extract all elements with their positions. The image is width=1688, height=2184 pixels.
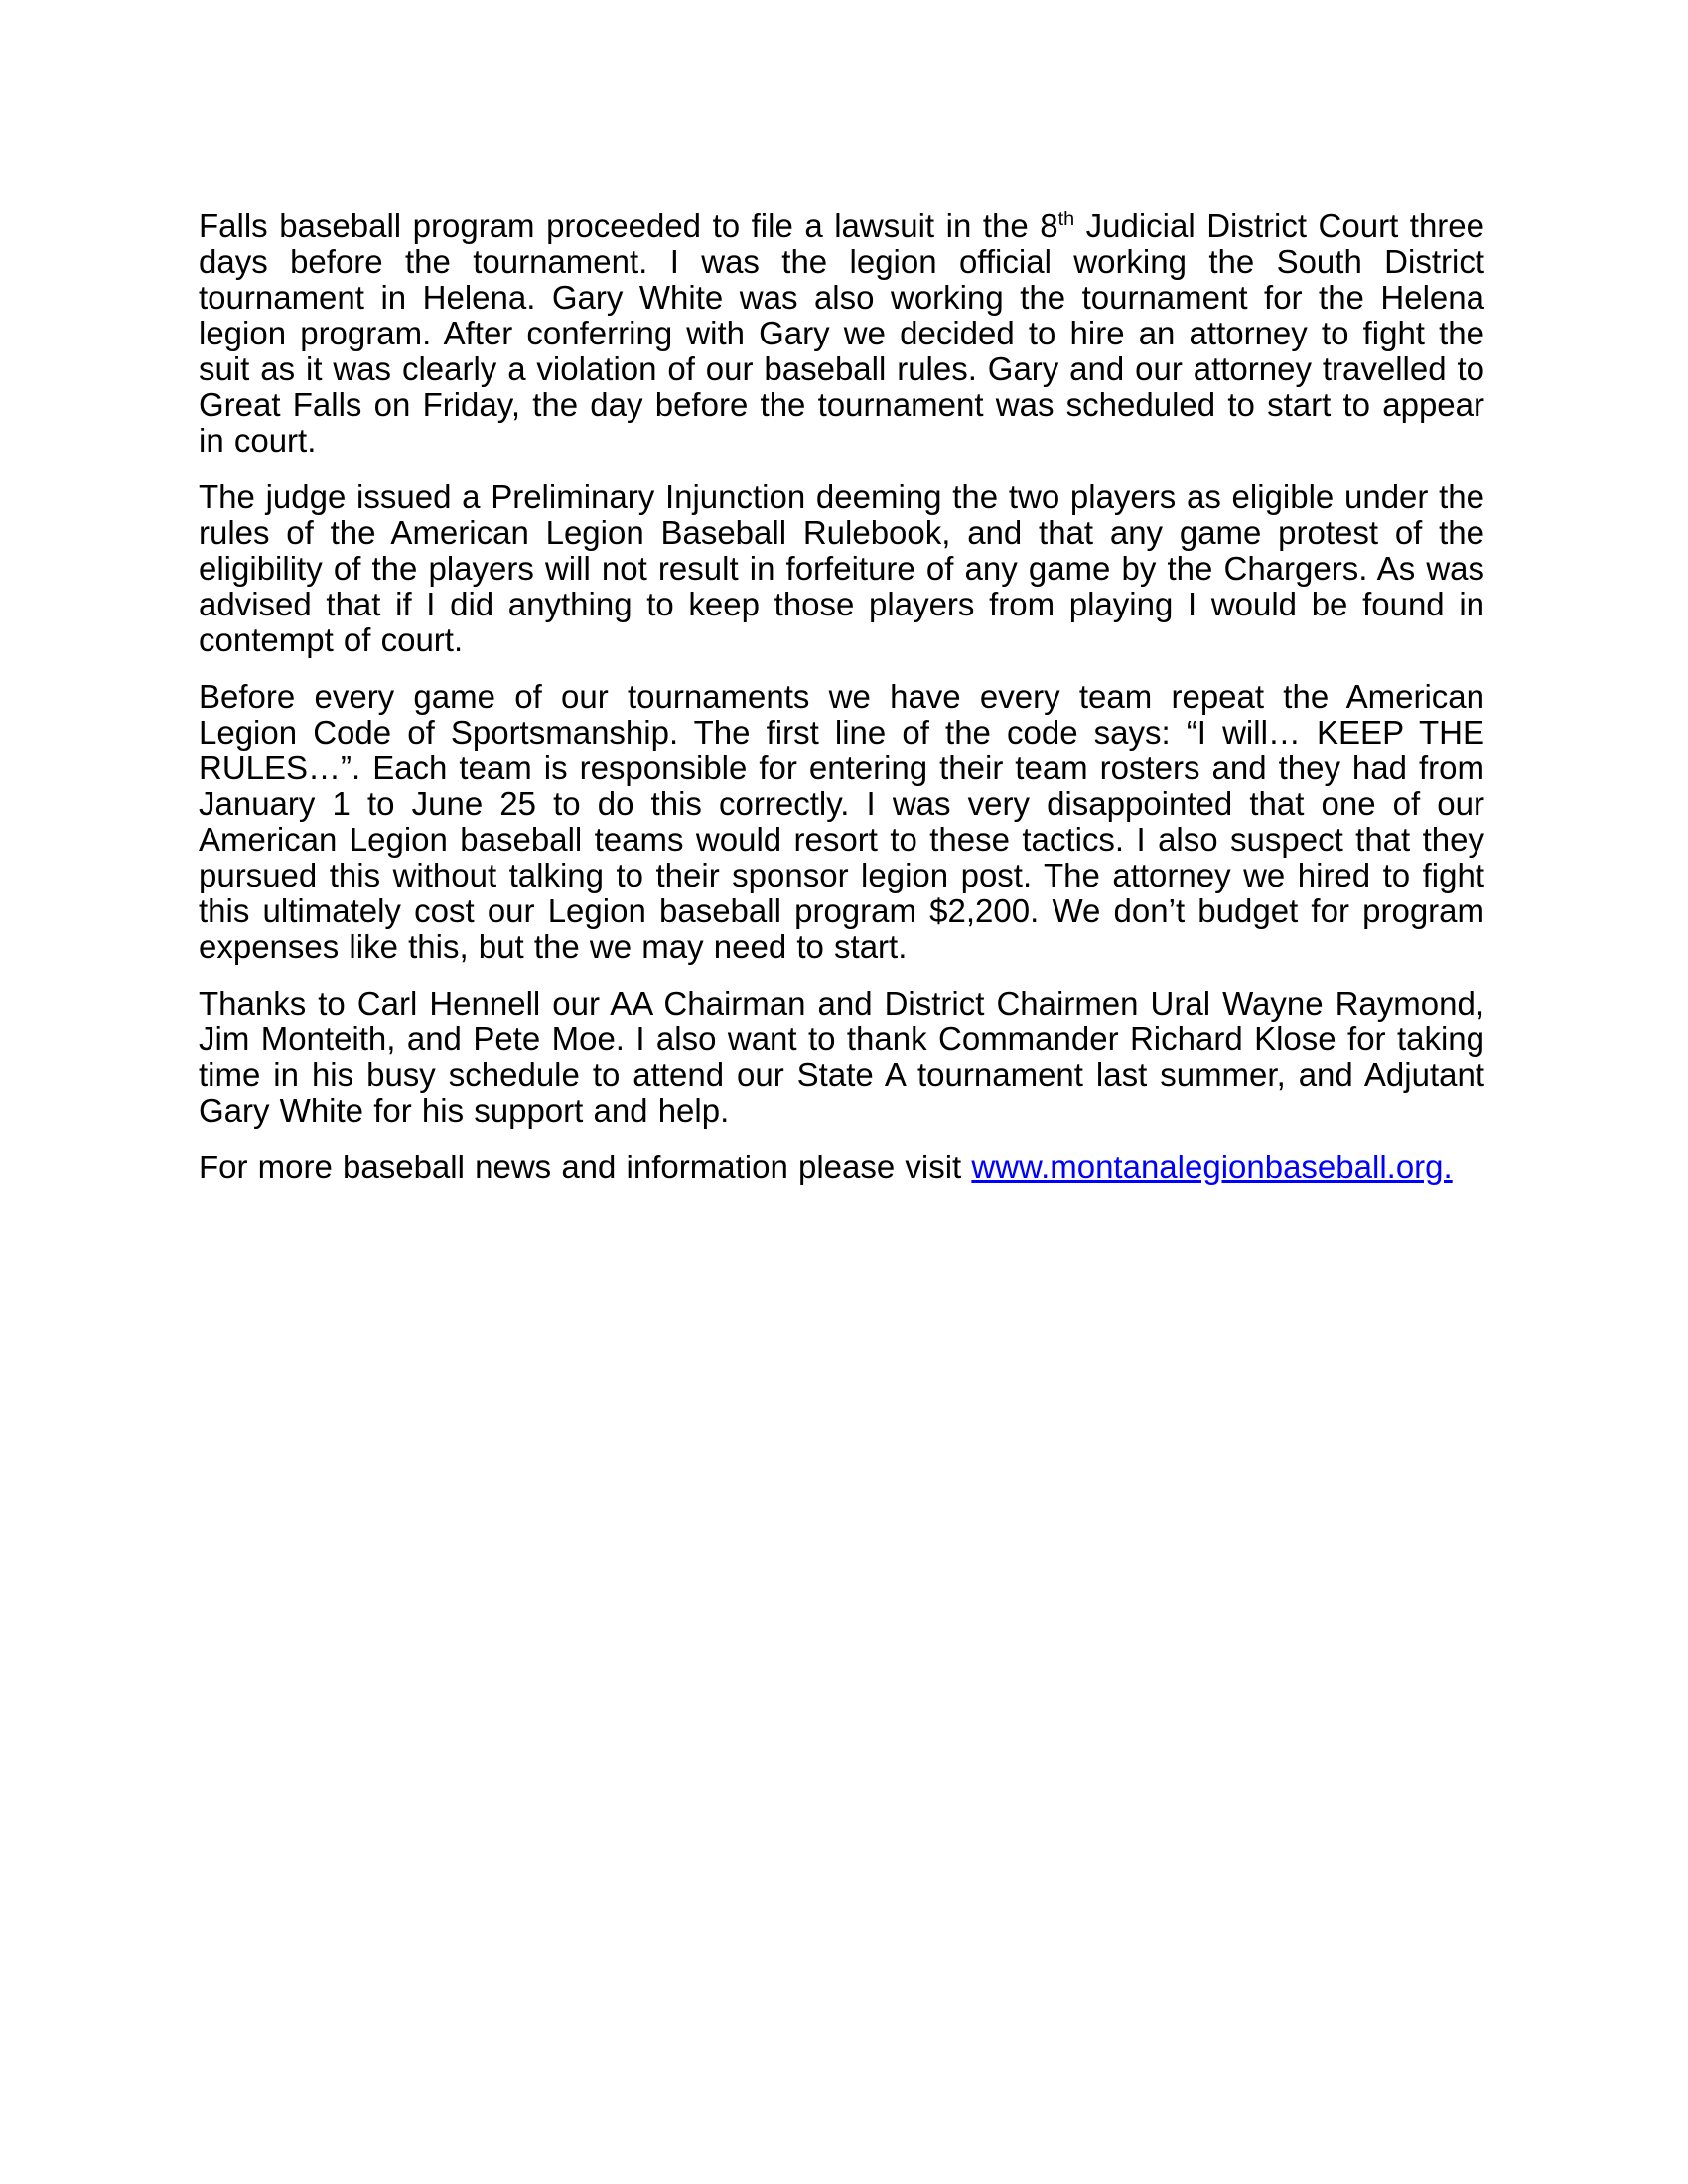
paragraph-lawsuit-text-end: Judicial District Court three days before the tournament. I was the legion official working the South District tournament in Helena. Gary White was also working the tournament for the Helena legion program. After conferring with Gary we decided to hire an attorney to fight the suit as it was clearly a violation of our baseball rules. Gary and our attorney travelled to Great Falls on Friday, the day before the tournament was scheduled to start to appear in court.	[199, 207, 1485, 459]
paragraph-sportsmanship: Before every game of our tournaments we have every team repeat the American Legion Code of Sportsmanship. The first line of the code says: “I will… KEEP THE RULES…”. Each team is responsible for entering their team rosters and they had from January 1 to June 25 to do this correctly. I was very disappointed that one of our American Legion baseball teams would resort to these tactics. I also suspect that they pursued this without talking to their sponsor legion post. The attorney we hired to fight this ultimately cost our Legion baseball program $2,200. We don’t budget for program expenses like this, but the we may need to start.	[199, 678, 1484, 965]
paragraph-lawsuit	[199, 208, 1484, 459]
paragraph-lawsuit-text-start: Falls baseball program proceeded to file a lawsuit in the 8	[199, 207, 1058, 244]
paragraph-website	[199, 1150, 1484, 1185]
paragraph-website-text: For more baseball news and information please visit	[199, 1149, 972, 1185]
ordinal-superscript: th	[1057, 208, 1075, 230]
website-link[interactable]: www.montanalegionbaseball.org.	[971, 1149, 1453, 1185]
paragraph-thanks: Thanks to Carl Hennell our AA Chairman and District Chairmen Ural Wayne Raymond, Jim Monteith, and Pete Moe. I also want to thank Commander Richard Klose for taking time in his busy schedule to attend our State A tournament last summer, and Adjutant Gary White for his support and help.	[199, 985, 1484, 1129]
paragraph-injunction: The judge issued a Preliminary Injunction deeming the two players as eligible under the rules of the American Legion Baseball Rulebook, and that any game protest of the eligibility of the players will not result in forfeiture of any game by the Chargers. As was advised that if I did anything to keep those players from playing I would be found in contempt of court.	[199, 478, 1484, 658]
document-body	[199, 208, 1484, 1206]
